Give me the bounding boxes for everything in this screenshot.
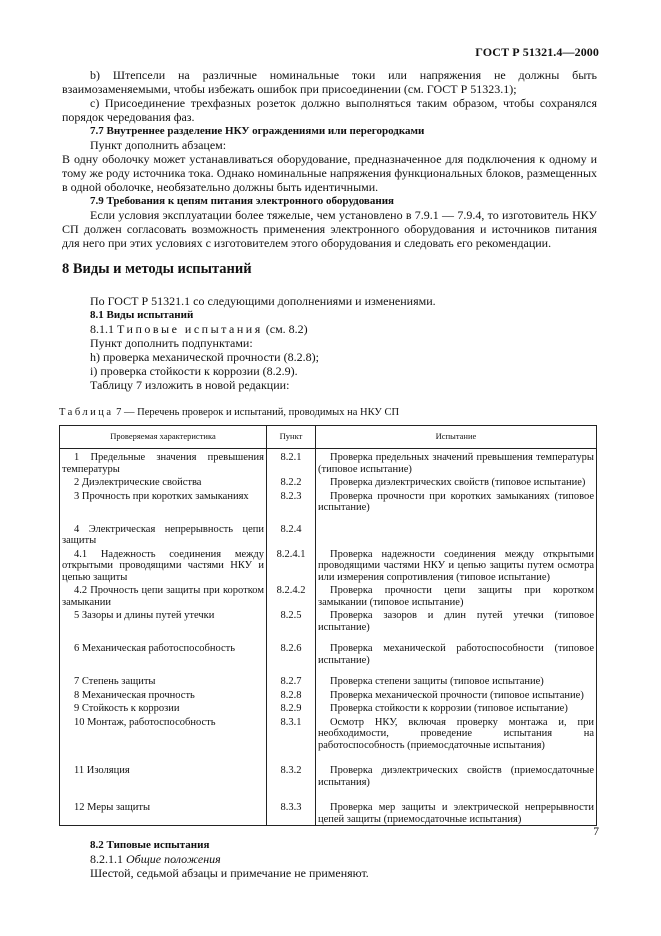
- cell-clause-text: 8.2.7: [280, 676, 302, 687]
- cell-characteristic-text: 9 Стойкость к коррозии: [74, 703, 180, 714]
- cell-clause: [267, 608, 316, 633]
- table-row: [60, 688, 597, 702]
- cell-test: [316, 514, 597, 547]
- cell-clause-text: 8.2.4: [280, 523, 302, 535]
- header-test: Испытание: [316, 426, 597, 449]
- table-row: [60, 666, 597, 688]
- cell-characteristic: [60, 788, 267, 826]
- table-row: [60, 583, 597, 608]
- section-7-9-text: Если условия эксплуатации более тяжелые, чем установлено в 7.9.1 — 7.9.4, то изготовитель НКУ СП должен согласовать возможность применения электронного оборудования и источников питания для него при этих условиях с изготовителем этого оборудования и следовать его рекомендации.: [62, 208, 597, 250]
- cell-test-text: Проверка мер защиты и электрической непрерывности цепей защиты (приемосдаточные испытания): [318, 802, 594, 825]
- table-intro: Таблицу 7 изложить в новой редакции:: [90, 378, 290, 392]
- cell-characteristic-text: 6 Механическая работоспособность: [74, 643, 236, 654]
- table-row: [60, 449, 597, 476]
- cell-clause: [267, 688, 316, 702]
- cell-clause-text: 8.2.4.2: [276, 585, 306, 596]
- cell-characteristic: [60, 633, 267, 666]
- cell-clause: [267, 514, 316, 547]
- section-8-1-1-number: 8.1.1: [90, 322, 114, 336]
- table-row: [60, 475, 597, 489]
- page-number: 7: [593, 826, 599, 838]
- cell-test-text: Проверка диэлектрических свойств (типовое испытание): [330, 477, 586, 488]
- cell-test: [316, 583, 597, 608]
- cell-characteristic-text: 10 Монтаж, работоспособность: [74, 716, 216, 728]
- cell-characteristic-text: 4.1 Надежность соединения между открытыми проводящими частями НКУ и цепью защиты: [62, 548, 264, 583]
- section-7-7-text: В одну оболочку может устанавливаться оборудование, предназначенное для подключения к одному и тому же роду источника тока. Однако номинальные напряжения функциональных блоков, размещенных в одной оболочке, необязательно должны быть идентичными.: [62, 152, 597, 194]
- item-b-paragraph: b) Штепсели на различные номинальные токи или напряжения не должны быть взаимозаменяемыми, чтобы избежать ошибок при присоединении (см. ГОСТ Р 51323.1);: [62, 68, 597, 96]
- cell-test: [316, 475, 597, 489]
- section-8-intro: По ГОСТ Р 51321.1 со следующими дополнениями и изменениями.: [90, 294, 436, 308]
- cell-characteristic: [60, 608, 267, 633]
- cell-test-text: Проверка степени защиты (типовое испытание): [330, 676, 544, 687]
- cell-clause-text: 8.2.4.1: [276, 548, 306, 560]
- section-7-7-title: 7.7 Внутреннее разделение НКУ ограждениями или перегородками: [90, 125, 425, 137]
- section-8-2-1-1-number: 8.2.1.1: [90, 852, 123, 866]
- table-row: [60, 633, 597, 666]
- cell-clause-text: 8.2.8: [280, 689, 302, 701]
- cell-characteristic: [60, 514, 267, 547]
- cell-test: [316, 788, 597, 826]
- table-caption: [59, 406, 597, 420]
- cell-test: [316, 701, 597, 715]
- cell-test-text: Проверка предельных значений превышения температуры (типовое испытание): [318, 452, 594, 475]
- cell-characteristic-text: 7 Степень защиты: [74, 676, 156, 687]
- cell-clause-text: 8.2.6: [280, 643, 302, 654]
- cell-test: [316, 608, 597, 633]
- cell-test: [316, 715, 597, 752]
- cell-test: [316, 633, 597, 666]
- cell-characteristic: [60, 688, 267, 702]
- cell-clause-text: 8.2.5: [280, 610, 302, 621]
- cell-test: [316, 449, 597, 476]
- cell-characteristic-text: 1 Предельные значения превышения температуры: [62, 452, 264, 475]
- cell-test: [316, 666, 597, 688]
- cell-characteristic: [60, 475, 267, 489]
- cell-test: [316, 547, 597, 584]
- document-header: ГОСТ Р 51321.4—2000: [475, 45, 599, 59]
- section-8-1-1-intro: Пункт дополнить подпунктами:: [90, 336, 253, 350]
- cell-characteristic-text: 3 Прочность при коротких замыканиях: [74, 490, 249, 502]
- cell-characteristic: [60, 489, 267, 514]
- cell-characteristic: [60, 715, 267, 752]
- cell-characteristic: [60, 449, 267, 476]
- item-h: h) проверка механической прочности (8.2.8);: [90, 350, 319, 364]
- page-content: [59, 68, 597, 880]
- cell-characteristic-text: 8 Механическая прочность: [74, 689, 195, 701]
- section-7-7-intro: Пункт дополнить абзацем:: [90, 138, 227, 152]
- table-row: [60, 788, 597, 826]
- cell-test-text: Осмотр НКУ, включая проверку монтажа и, при необходимости, проведение испытания на работоспособность (приемосдаточные испытания): [318, 716, 594, 751]
- cell-clause: [267, 449, 316, 476]
- cell-test-text: Проверка стойкости к коррозии (типовое испытание): [330, 703, 568, 714]
- cell-characteristic: [60, 701, 267, 715]
- section-7-9-title: 7.9 Требования к цепям питания электронного оборудования: [90, 195, 394, 207]
- cell-clause: [267, 583, 316, 608]
- cell-test-text: Проверка прочности при коротких замыканиях (типовое испытание): [318, 490, 594, 513]
- cell-clause: [267, 751, 316, 788]
- table-row: [60, 489, 597, 514]
- cell-characteristic-text: 11 Изоляция: [74, 765, 130, 776]
- cell-clause: [267, 701, 316, 715]
- cell-test-text: Проверка надежности соединения между открытыми проводящими частями НКУ и цепью защиты путем осмотра или измерения сопротивления (типовое испытание): [318, 548, 594, 583]
- table-row: [60, 751, 597, 788]
- cell-clause: [267, 666, 316, 688]
- cell-test: [316, 489, 597, 514]
- cell-clause-text: 8.3.3: [280, 802, 302, 813]
- cell-characteristic-text: 4 Электрическая непрерывность цепи защиты: [62, 523, 264, 546]
- cell-characteristic: [60, 547, 267, 584]
- section-8-2-1-1-title: Общие положения: [126, 852, 221, 866]
- cell-characteristic-text: 2 Диэлектрические свойства: [74, 477, 202, 488]
- cell-clause-text: 8.2.1: [280, 452, 302, 463]
- section-8-1-1-title: Типовые испытания: [117, 322, 263, 336]
- cell-clause: [267, 788, 316, 826]
- table-row: [60, 547, 597, 584]
- cell-clause: [267, 633, 316, 666]
- table-row: [60, 701, 597, 715]
- cell-characteristic-text: 5 Зазоры и длины путей утечки: [74, 610, 215, 621]
- section-8-1-title: 8.1 Виды испытаний: [90, 309, 194, 321]
- cell-clause: [267, 489, 316, 514]
- section-8-title: 8 Виды и методы испытаний: [62, 261, 252, 277]
- cell-clause: [267, 475, 316, 489]
- cell-characteristic: [60, 751, 267, 788]
- cell-characteristic-text: 12 Меры защиты: [74, 802, 151, 813]
- cell-clause-text: 8.2.9: [280, 703, 302, 714]
- table-row: [60, 608, 597, 633]
- table-caption-text: 7 — Перечень проверок и испытаний, проводимых на НКУ СП: [116, 407, 400, 418]
- cell-test: [316, 688, 597, 702]
- section-8-1-1-line: [62, 322, 597, 336]
- section-8-1-1-ref: (см. 8.2): [265, 322, 308, 336]
- cell-clause-text: 8.2.3: [280, 490, 302, 502]
- cell-characteristic-text: 4.2 Прочность цепи защиты при коротком замыкании: [62, 585, 264, 608]
- cell-test-text: Проверка диэлектрических свойств (приемосдаточные испытания): [318, 765, 594, 788]
- table-caption-label: Таблица: [59, 407, 114, 418]
- cell-clause-text: 8.2.2: [280, 477, 302, 488]
- cell-test-text: Проверка прочности цепи защиты при коротком замыкании (типовое испытание): [318, 585, 594, 608]
- cell-clause: [267, 547, 316, 584]
- cell-test: [316, 751, 597, 788]
- table-row: [60, 715, 597, 752]
- header-characteristic: Проверяемая характеристика: [60, 426, 267, 449]
- cell-test-text: Проверка зазоров и длин путей утечки (типовое испытание): [318, 610, 594, 633]
- table-body: [60, 449, 597, 826]
- tests-table: [59, 425, 597, 826]
- table-header-row: [60, 426, 597, 449]
- item-i: i) проверка стойкости к коррозии (8.2.9).: [90, 364, 298, 378]
- item-c-paragraph: c) Присоединение трехфазных розеток должно выполняться таким образом, чтобы сохранялся порядок чередования фаз.: [62, 96, 597, 124]
- cell-clause-text: 8.3.2: [280, 765, 302, 776]
- cell-clause-text: 8.3.1: [280, 716, 302, 728]
- cell-characteristic: [60, 666, 267, 688]
- cell-test-text: Проверка механической работоспособности (типовое испытание): [318, 643, 594, 666]
- cell-clause: [267, 715, 316, 752]
- section-8-2-1-1-text: Шестой, седьмой абзацы и примечание не применяют.: [90, 866, 369, 880]
- header-clause: Пункт: [267, 426, 316, 449]
- cell-test-text: Проверка механической прочности (типовое испытание): [330, 689, 584, 701]
- section-8-2-1-1-line: [62, 852, 597, 866]
- cell-characteristic: [60, 583, 267, 608]
- section-8-2-title: 8.2 Типовые испытания: [90, 839, 210, 851]
- table-row: [60, 514, 597, 547]
